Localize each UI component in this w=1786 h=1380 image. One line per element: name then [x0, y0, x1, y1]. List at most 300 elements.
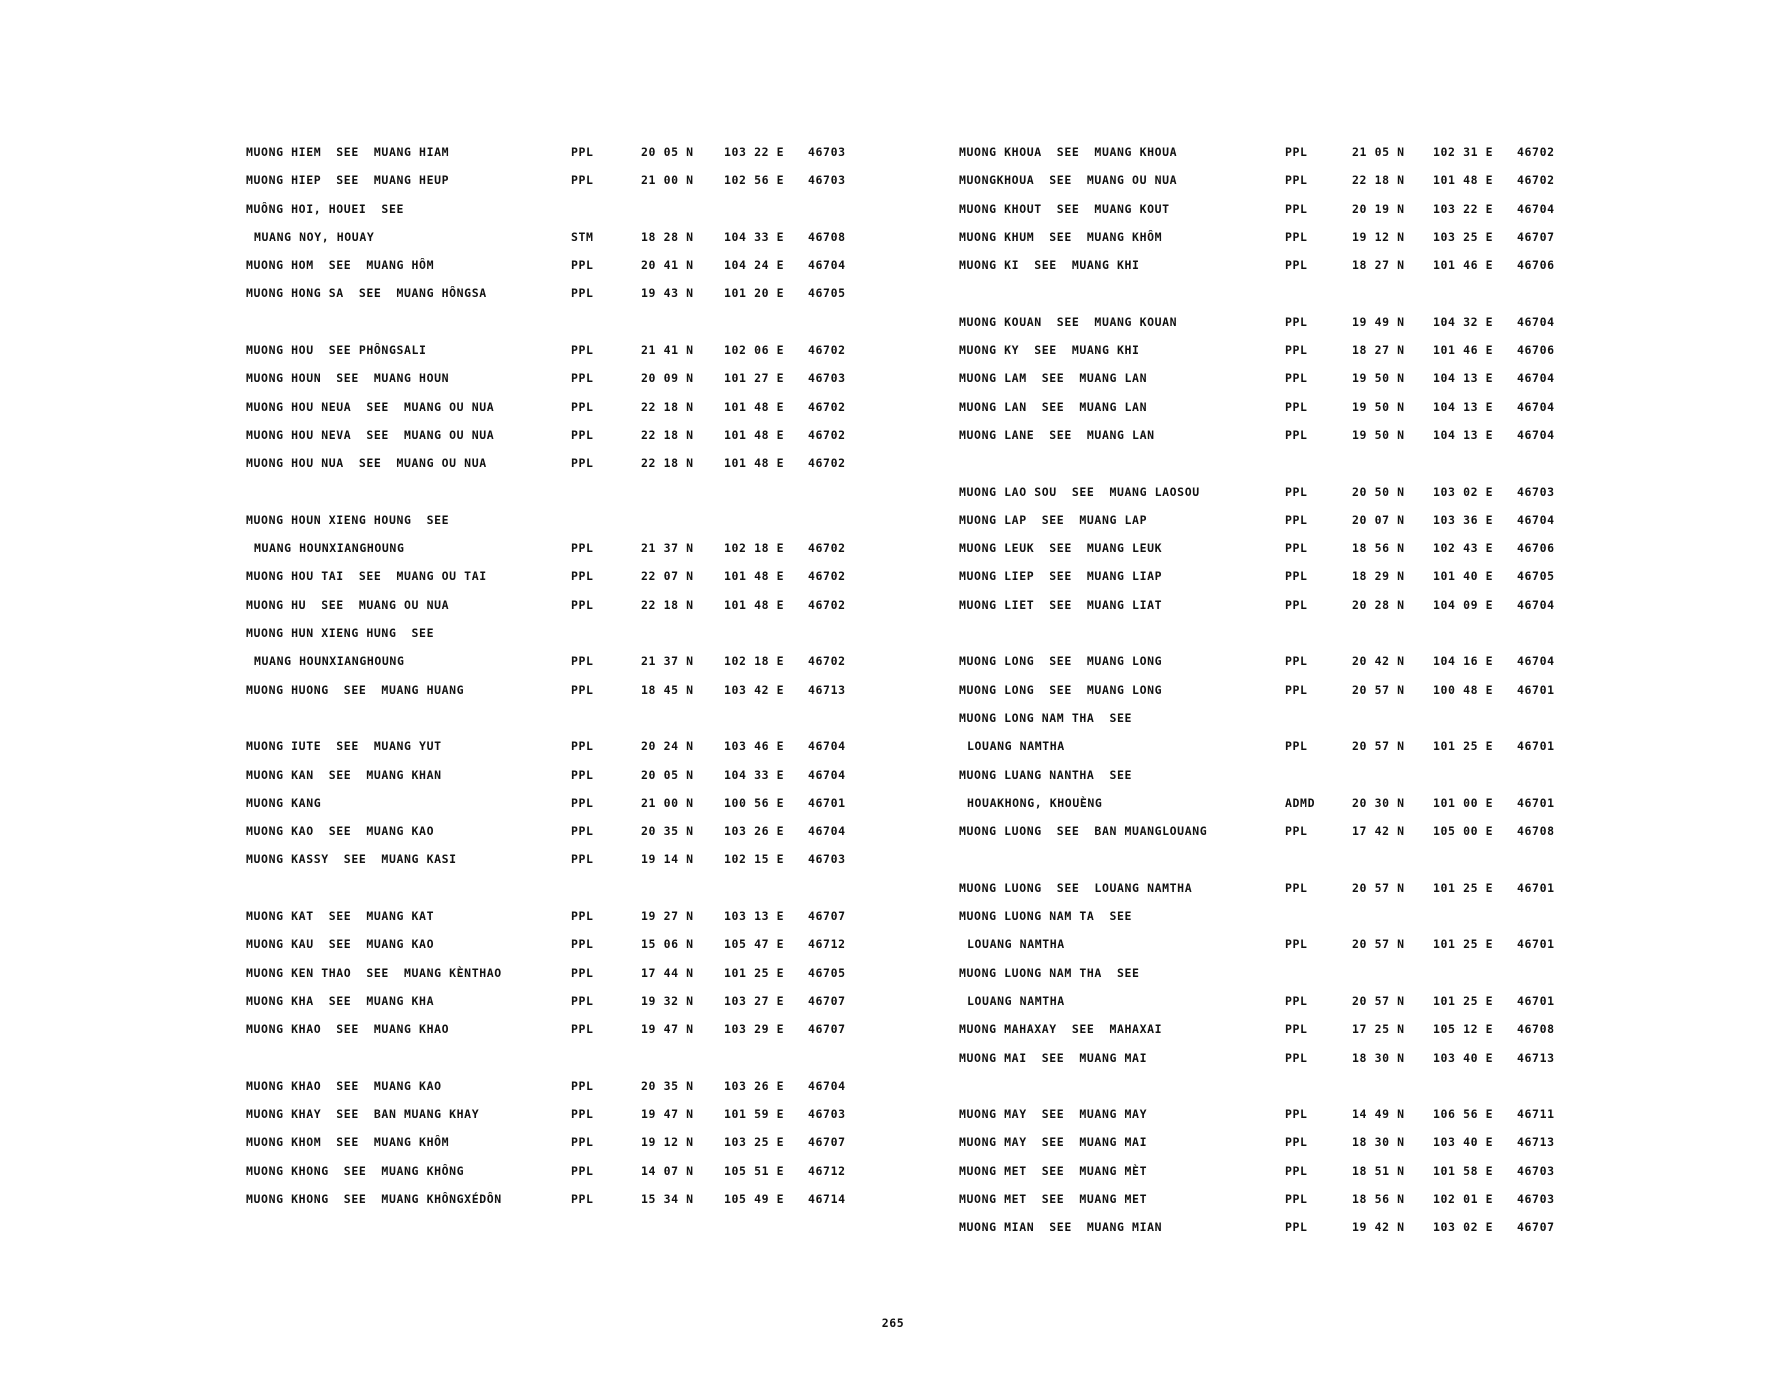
place-name: MUONG LIET SEE MUANG LIAT — [959, 597, 1163, 612]
place-name: MUONG LAP SEE MUANG LAP — [959, 512, 1148, 527]
longitude: 103 26 E — [724, 824, 785, 839]
place-name: MUONG HIEM SEE MUANG HIAM — [246, 145, 450, 159]
map-code: 46708 — [808, 229, 846, 244]
gazetteer-entry — [959, 679, 1579, 707]
map-code: 46707 — [808, 993, 846, 1008]
gazetteer-entry — [959, 594, 1579, 622]
place-name: MUONG KAU SEE MUANG KAO — [246, 937, 435, 952]
feature-designation: PPL — [1285, 993, 1308, 1008]
longitude: 101 48 E — [724, 597, 785, 612]
map-code: 46703 — [1517, 1163, 1555, 1178]
map-code: 46702 — [808, 456, 846, 471]
gazetteer-entry — [959, 254, 1579, 282]
longitude: 102 15 E — [724, 852, 785, 867]
longitude: 105 12 E — [1433, 1022, 1494, 1037]
feature-designation: PPL — [1285, 880, 1308, 895]
feature-designation: PPL — [1285, 201, 1308, 216]
latitude: 14 49 N — [1352, 1107, 1405, 1122]
gazetteer-entry — [959, 509, 1579, 537]
place-name: MUANG HOUNXIANGHOUNG — [254, 541, 405, 556]
feature-designation: PPL — [571, 597, 594, 612]
map-code: 46702 — [808, 597, 846, 612]
longitude: 101 48 E — [724, 569, 785, 584]
feature-designation: PPL — [1285, 1107, 1308, 1122]
place-name: MUONG MAY SEE MUANG MAI — [959, 1135, 1148, 1150]
place-name: MUONG LAO SOU SEE MUANG LAOSOU — [959, 484, 1200, 499]
gazetteer-entry — [246, 792, 866, 820]
longitude: 105 47 E — [724, 937, 785, 952]
place-name: LOUANG NAMTHA — [967, 739, 1065, 754]
place-name: MUONG LUONG NAM THA SEE — [959, 965, 1140, 980]
map-code: 46701 — [1517, 993, 1555, 1008]
longitude: 102 31 E — [1433, 145, 1494, 159]
map-code: 46702 — [1517, 145, 1555, 159]
latitude: 17 44 N — [641, 965, 694, 980]
latitude: 18 51 N — [1352, 1163, 1405, 1178]
latitude: 18 30 N — [1352, 1050, 1405, 1065]
longitude: 104 32 E — [1433, 314, 1494, 329]
feature-designation: PPL — [1285, 541, 1308, 556]
place-name: LOUANG NAMTHA — [967, 993, 1065, 1008]
place-name: MUONG KY SEE MUANG KHI — [959, 343, 1140, 358]
gazetteer-entry — [246, 537, 866, 565]
gazetteer-entry — [959, 311, 1579, 339]
longitude: 103 22 E — [724, 145, 785, 159]
place-name: MUONG LUANG NANTHA SEE — [959, 767, 1133, 782]
map-code: 46706 — [1517, 541, 1555, 556]
place-name: MUONG KHAO SEE MUANG KAO — [246, 1078, 442, 1093]
gazetteer-entry — [959, 1047, 1579, 1075]
place-name: MUONG LUONG SEE BAN MUANGLOUANG — [959, 824, 1208, 839]
gazetteer-entry — [959, 537, 1579, 565]
gazetteer-entry — [959, 877, 1579, 905]
map-code: 46701 — [1517, 880, 1555, 895]
longitude: 103 46 E — [724, 739, 785, 754]
place-name: MUONG KI SEE MUANG KHI — [959, 258, 1140, 273]
gazetteer-entry — [959, 990, 1579, 1018]
map-code: 46703 — [808, 173, 846, 188]
gazetteer-entry — [246, 990, 866, 1018]
gazetteer-entry — [959, 905, 1579, 933]
latitude: 18 27 N — [1352, 258, 1405, 273]
feature-designation: PPL — [571, 965, 594, 980]
latitude: 20 30 N — [1352, 795, 1405, 810]
place-name: MUONG HOM SEE MUANG HÔM — [246, 258, 435, 273]
longitude: 105 00 E — [1433, 824, 1494, 839]
feature-designation: ADMD — [1285, 795, 1316, 810]
latitude: 20 57 N — [1352, 937, 1405, 952]
longitude: 101 48 E — [724, 427, 785, 442]
latitude: 22 07 N — [641, 569, 694, 584]
longitude: 101 25 E — [724, 965, 785, 980]
longitude: 101 25 E — [1433, 993, 1494, 1008]
map-code: 46705 — [808, 286, 846, 301]
latitude: 19 27 N — [641, 909, 694, 924]
place-name: MUONG LONG NAM THA SEE — [959, 710, 1133, 725]
map-code: 46701 — [808, 795, 846, 810]
gazetteer-entry — [959, 1131, 1579, 1159]
feature-designation: PPL — [571, 682, 594, 697]
feature-designation: PPL — [1285, 1220, 1308, 1235]
feature-designation: PPL — [1285, 512, 1308, 527]
latitude: 15 34 N — [641, 1191, 694, 1206]
gazetteer-entry — [959, 1216, 1579, 1244]
map-code: 46713 — [808, 682, 846, 697]
map-code: 46713 — [1517, 1050, 1555, 1065]
place-name: MUONG HUONG SEE MUANG HUANG — [246, 682, 465, 697]
gazetteer-entry — [959, 481, 1579, 509]
gazetteer-entry — [959, 198, 1579, 226]
map-code: 46708 — [1517, 1022, 1555, 1037]
map-code: 46707 — [1517, 229, 1555, 244]
latitude: 20 41 N — [641, 258, 694, 273]
place-name: MUONG KHAY SEE BAN MUANG KHAY — [246, 1107, 480, 1122]
feature-designation: PPL — [1285, 258, 1308, 273]
feature-designation: PPL — [571, 1022, 594, 1037]
gazetteer-entry — [246, 282, 866, 310]
longitude: 101 00 E — [1433, 795, 1494, 810]
longitude: 103 02 E — [1433, 484, 1494, 499]
longitude: 104 13 E — [1433, 427, 1494, 442]
longitude: 102 01 E — [1433, 1191, 1494, 1206]
gazetteer-entry — [246, 962, 866, 990]
place-name: MUONG KAN SEE MUANG KHAN — [246, 767, 442, 782]
gazetteer-entry — [959, 650, 1579, 678]
place-name: MUONG HU SEE MUANG OU NUA — [246, 597, 450, 612]
longitude: 101 59 E — [724, 1107, 785, 1122]
feature-designation: PPL — [571, 1107, 594, 1122]
feature-designation: PPL — [1285, 1022, 1308, 1037]
place-name: MUONG KHOUT SEE MUANG KOUT — [959, 201, 1170, 216]
feature-designation: PPL — [1285, 1050, 1308, 1065]
feature-designation: PPL — [571, 824, 594, 839]
feature-designation: PPL — [1285, 937, 1308, 952]
gazetteer-entry — [246, 565, 866, 593]
latitude: 20 57 N — [1352, 880, 1405, 895]
place-name: MUONG MAY SEE MUANG MAY — [959, 1107, 1148, 1122]
gazetteer-entry — [246, 424, 866, 452]
map-code: 46702 — [808, 399, 846, 414]
feature-designation: PPL — [571, 654, 594, 669]
place-name: MUONG LUONG SEE LOUANG NAMTHA — [959, 880, 1193, 895]
page-number: 265 — [881, 1316, 905, 1330]
latitude: 18 56 N — [1352, 541, 1405, 556]
latitude: 19 14 N — [641, 852, 694, 867]
place-name: MUONG KOUAN SEE MUANG KOUAN — [959, 314, 1178, 329]
feature-designation: PPL — [571, 852, 594, 867]
place-name: MUÔNG HOI, HOUEI SEE — [246, 201, 404, 216]
longitude: 103 22 E — [1433, 201, 1494, 216]
entry-spacer — [246, 481, 866, 509]
map-code: 46705 — [1517, 569, 1555, 584]
longitude: 101 46 E — [1433, 258, 1494, 273]
feature-designation: PPL — [1285, 399, 1308, 414]
map-code: 46703 — [808, 371, 846, 386]
feature-designation: PPL — [571, 993, 594, 1008]
place-name: MUONG HOU NUA SEE MUANG OU NUA — [246, 456, 487, 471]
place-name: LOUANG NAMTHA — [967, 937, 1065, 952]
feature-designation: PPL — [1285, 569, 1308, 584]
map-code: 46704 — [808, 258, 846, 273]
gazetteer-entry — [246, 820, 866, 848]
map-code: 46707 — [1517, 1220, 1555, 1235]
place-name: MUONG MAI SEE MUANG MAI — [959, 1050, 1148, 1065]
longitude: 103 42 E — [724, 682, 785, 697]
gazetteer-entry — [959, 933, 1579, 961]
feature-designation: PPL — [571, 1163, 594, 1178]
place-name: MUONG LUONG NAM TA SEE — [959, 909, 1133, 924]
entry-spacer — [959, 848, 1579, 876]
feature-designation: PPL — [1285, 173, 1308, 188]
gazetteer-entry — [959, 424, 1579, 452]
map-code: 46704 — [1517, 512, 1555, 527]
gazetteer-entry — [959, 396, 1579, 424]
latitude: 19 12 N — [641, 1135, 694, 1150]
latitude: 19 47 N — [641, 1022, 694, 1037]
longitude: 104 24 E — [724, 258, 785, 273]
place-name: MUONG MAHAXAY SEE MAHAXAI — [959, 1022, 1163, 1037]
longitude: 103 27 E — [724, 993, 785, 1008]
feature-designation: PPL — [571, 399, 594, 414]
longitude: 102 06 E — [724, 343, 785, 358]
latitude: 20 57 N — [1352, 739, 1405, 754]
longitude: 104 13 E — [1433, 399, 1494, 414]
latitude: 18 29 N — [1352, 569, 1405, 584]
map-code: 46704 — [1517, 399, 1555, 414]
feature-designation: PPL — [1285, 145, 1308, 159]
map-code: 46704 — [1517, 371, 1555, 386]
longitude: 103 29 E — [724, 1022, 785, 1037]
longitude: 106 56 E — [1433, 1107, 1494, 1122]
longitude: 101 25 E — [1433, 880, 1494, 895]
place-name: MUONG LONG SEE MUANG LONG — [959, 654, 1163, 669]
feature-designation: PPL — [571, 145, 594, 159]
map-code: 46703 — [1517, 484, 1555, 499]
gazetteer-entry — [246, 679, 866, 707]
place-name: HOUAKHONG, KHOUÈNG — [967, 795, 1103, 810]
map-code: 46701 — [1517, 795, 1555, 810]
place-name: MUONG HOU NEVA SEE MUANG OU NUA — [246, 427, 495, 442]
longitude: 105 49 E — [724, 1191, 785, 1206]
latitude: 18 27 N — [1352, 343, 1405, 358]
gazetteer-entry — [246, 198, 866, 226]
longitude: 104 13 E — [1433, 371, 1494, 386]
gazetteer-entry — [246, 1103, 866, 1131]
feature-designation: PPL — [571, 909, 594, 924]
feature-designation: PPL — [571, 569, 594, 584]
gazetteer-entry — [959, 367, 1579, 395]
latitude: 17 25 N — [1352, 1022, 1405, 1037]
latitude: 19 32 N — [641, 993, 694, 1008]
gazetteer-entry — [959, 1188, 1579, 1216]
gazetteer-entry — [246, 169, 866, 197]
map-code: 46704 — [808, 767, 846, 782]
feature-designation: PPL — [571, 1078, 594, 1093]
place-name: MUONG MET SEE MUANG MET — [959, 1191, 1148, 1206]
map-code: 46702 — [1517, 173, 1555, 188]
place-name: MUONG HOU NEUA SEE MUANG OU NUA — [246, 399, 495, 414]
map-code: 46712 — [808, 937, 846, 952]
feature-designation: PPL — [571, 795, 594, 810]
gazetteer-entry — [959, 707, 1579, 735]
place-name: MUANG HOUNXIANGHOUNG — [254, 654, 405, 669]
latitude: 17 42 N — [1352, 824, 1405, 839]
longitude: 100 48 E — [1433, 682, 1494, 697]
place-name: MUONG HOU SEE PHÔNGSALI — [246, 343, 427, 358]
place-name: MUONG MIAN SEE MUANG MIAN — [959, 1220, 1163, 1235]
feature-designation: PPL — [1285, 597, 1308, 612]
entry-spacer — [246, 877, 866, 905]
gazetteer-entry — [246, 509, 866, 537]
latitude: 21 37 N — [641, 654, 694, 669]
place-name: MUONG HOUN SEE MUANG HOUN — [246, 371, 450, 386]
feature-designation: PPL — [571, 371, 594, 386]
feature-designation: PPL — [571, 427, 594, 442]
gazetteer-entry — [246, 1188, 866, 1216]
entry-spacer — [246, 311, 866, 339]
place-name: MUONG HOUN XIENG HOUNG SEE — [246, 512, 450, 527]
gazetteer-entry — [246, 764, 866, 792]
map-code: 46707 — [808, 1022, 846, 1037]
gazetteer-entry — [246, 254, 866, 282]
latitude: 18 56 N — [1352, 1191, 1405, 1206]
place-name: MUONG LEUK SEE MUANG LEUK — [959, 541, 1163, 556]
feature-designation: PPL — [571, 258, 594, 273]
feature-designation: PPL — [571, 541, 594, 556]
longitude: 101 48 E — [724, 456, 785, 471]
feature-designation: PPL — [1285, 739, 1308, 754]
latitude: 22 18 N — [641, 597, 694, 612]
place-name: MUONG LAM SEE MUANG LAN — [959, 371, 1148, 386]
gazetteer-entry — [959, 1160, 1579, 1188]
place-name: MUANG NOY, HOUAY — [254, 229, 375, 244]
latitude: 21 05 N — [1352, 145, 1405, 159]
feature-designation: STM — [571, 229, 594, 244]
latitude: 18 45 N — [641, 682, 694, 697]
map-code: 46704 — [1517, 314, 1555, 329]
longitude: 102 18 E — [724, 654, 785, 669]
gazetteer-entry — [246, 933, 866, 961]
place-name: MUONG MET SEE MUANG MÈT — [959, 1163, 1148, 1178]
longitude: 102 43 E — [1433, 541, 1494, 556]
gazetteer-entry — [246, 452, 866, 480]
latitude: 20 07 N — [1352, 512, 1405, 527]
gazetteer-entry — [959, 1018, 1579, 1046]
feature-designation: PPL — [1285, 371, 1308, 386]
longitude: 104 33 E — [724, 229, 785, 244]
latitude: 20 24 N — [641, 739, 694, 754]
place-name: MUONG KANG — [246, 795, 322, 810]
gazetteer-entry — [246, 396, 866, 424]
longitude: 100 56 E — [724, 795, 785, 810]
place-name: MUONG KHUM SEE MUANG KHÔM — [959, 229, 1163, 244]
longitude: 101 25 E — [1433, 937, 1494, 952]
feature-designation: PPL — [1285, 824, 1308, 839]
place-name: MUONG KAO SEE MUANG KAO — [246, 824, 435, 839]
place-name: MUONG KHA SEE MUANG KHA — [246, 993, 435, 1008]
feature-designation: PPL — [571, 1135, 594, 1150]
feature-designation: PPL — [1285, 682, 1308, 697]
map-code: 46707 — [808, 909, 846, 924]
entry-spacer — [246, 1047, 866, 1075]
place-name: MUONG KASSY SEE MUANG KASI — [246, 852, 457, 867]
gazetteer-entry — [246, 141, 866, 169]
map-code: 46702 — [808, 427, 846, 442]
gazetteer-entry — [246, 1075, 866, 1103]
gazetteer-entry — [246, 339, 866, 367]
place-name: MUONG LAN SEE MUANG LAN — [959, 399, 1148, 414]
place-name: MUONG KHOUA SEE MUANG KHOUA — [959, 145, 1178, 159]
map-code: 46707 — [808, 1135, 846, 1150]
entry-spacer — [959, 622, 1579, 650]
place-name: MUONG KHONG SEE MUANG KHÔNG — [246, 1163, 465, 1178]
map-code: 46701 — [1517, 739, 1555, 754]
place-name: MUONG LONG SEE MUANG LONG — [959, 682, 1163, 697]
latitude: 21 37 N — [641, 541, 694, 556]
map-code: 46704 — [808, 824, 846, 839]
latitude: 20 19 N — [1352, 201, 1405, 216]
place-name: MUONG KEN THAO SEE MUANG KÈNTHAO — [246, 965, 502, 980]
place-name: MUONGKHOUA SEE MUANG OU NUA — [959, 173, 1178, 188]
map-code: 46701 — [1517, 937, 1555, 952]
longitude: 103 40 E — [1433, 1050, 1494, 1065]
latitude: 20 57 N — [1352, 682, 1405, 697]
feature-designation: PPL — [1285, 427, 1308, 442]
place-name: MUONG HONG SA SEE MUANG HÔNGSA — [246, 286, 487, 301]
latitude: 20 05 N — [641, 767, 694, 782]
gazetteer-entry — [246, 367, 866, 395]
map-code: 46704 — [808, 739, 846, 754]
left-column — [246, 141, 866, 1216]
map-code: 46702 — [808, 654, 846, 669]
place-name: MUONG HOU TAI SEE MUANG OU TAI — [246, 569, 487, 584]
longitude: 101 25 E — [1433, 739, 1494, 754]
latitude: 21 00 N — [641, 173, 694, 188]
feature-designation: PPL — [571, 343, 594, 358]
feature-designation: PPL — [571, 767, 594, 782]
latitude: 20 05 N — [641, 145, 694, 159]
longitude: 104 09 E — [1433, 597, 1494, 612]
longitude: 104 16 E — [1433, 654, 1494, 669]
map-code: 46703 — [808, 145, 846, 159]
longitude: 103 25 E — [724, 1135, 785, 1150]
right-column — [959, 141, 1579, 1245]
feature-designation: PPL — [571, 1191, 594, 1206]
latitude: 22 18 N — [641, 456, 694, 471]
map-code: 46702 — [808, 541, 846, 556]
latitude: 22 18 N — [641, 427, 694, 442]
latitude: 22 18 N — [1352, 173, 1405, 188]
gazetteer-entry — [246, 1160, 866, 1188]
gazetteer-entry — [959, 764, 1579, 792]
gazetteer-entry — [246, 1131, 866, 1159]
feature-designation: PPL — [571, 456, 594, 471]
latitude: 19 43 N — [641, 286, 694, 301]
longitude: 101 58 E — [1433, 1163, 1494, 1178]
longitude: 103 25 E — [1433, 229, 1494, 244]
latitude: 19 50 N — [1352, 371, 1405, 386]
gazetteer-entry — [246, 1018, 866, 1046]
map-code: 46713 — [1517, 1135, 1555, 1150]
map-code: 46701 — [1517, 682, 1555, 697]
latitude: 19 47 N — [641, 1107, 694, 1122]
gazetteer-entry — [246, 226, 866, 254]
place-name: MUONG IUTE SEE MUANG YUT — [246, 739, 442, 754]
map-code: 46703 — [1517, 1191, 1555, 1206]
place-name: MUONG KAT SEE MUANG KAT — [246, 909, 435, 924]
map-code: 46705 — [808, 965, 846, 980]
longitude: 103 26 E — [724, 1078, 785, 1093]
